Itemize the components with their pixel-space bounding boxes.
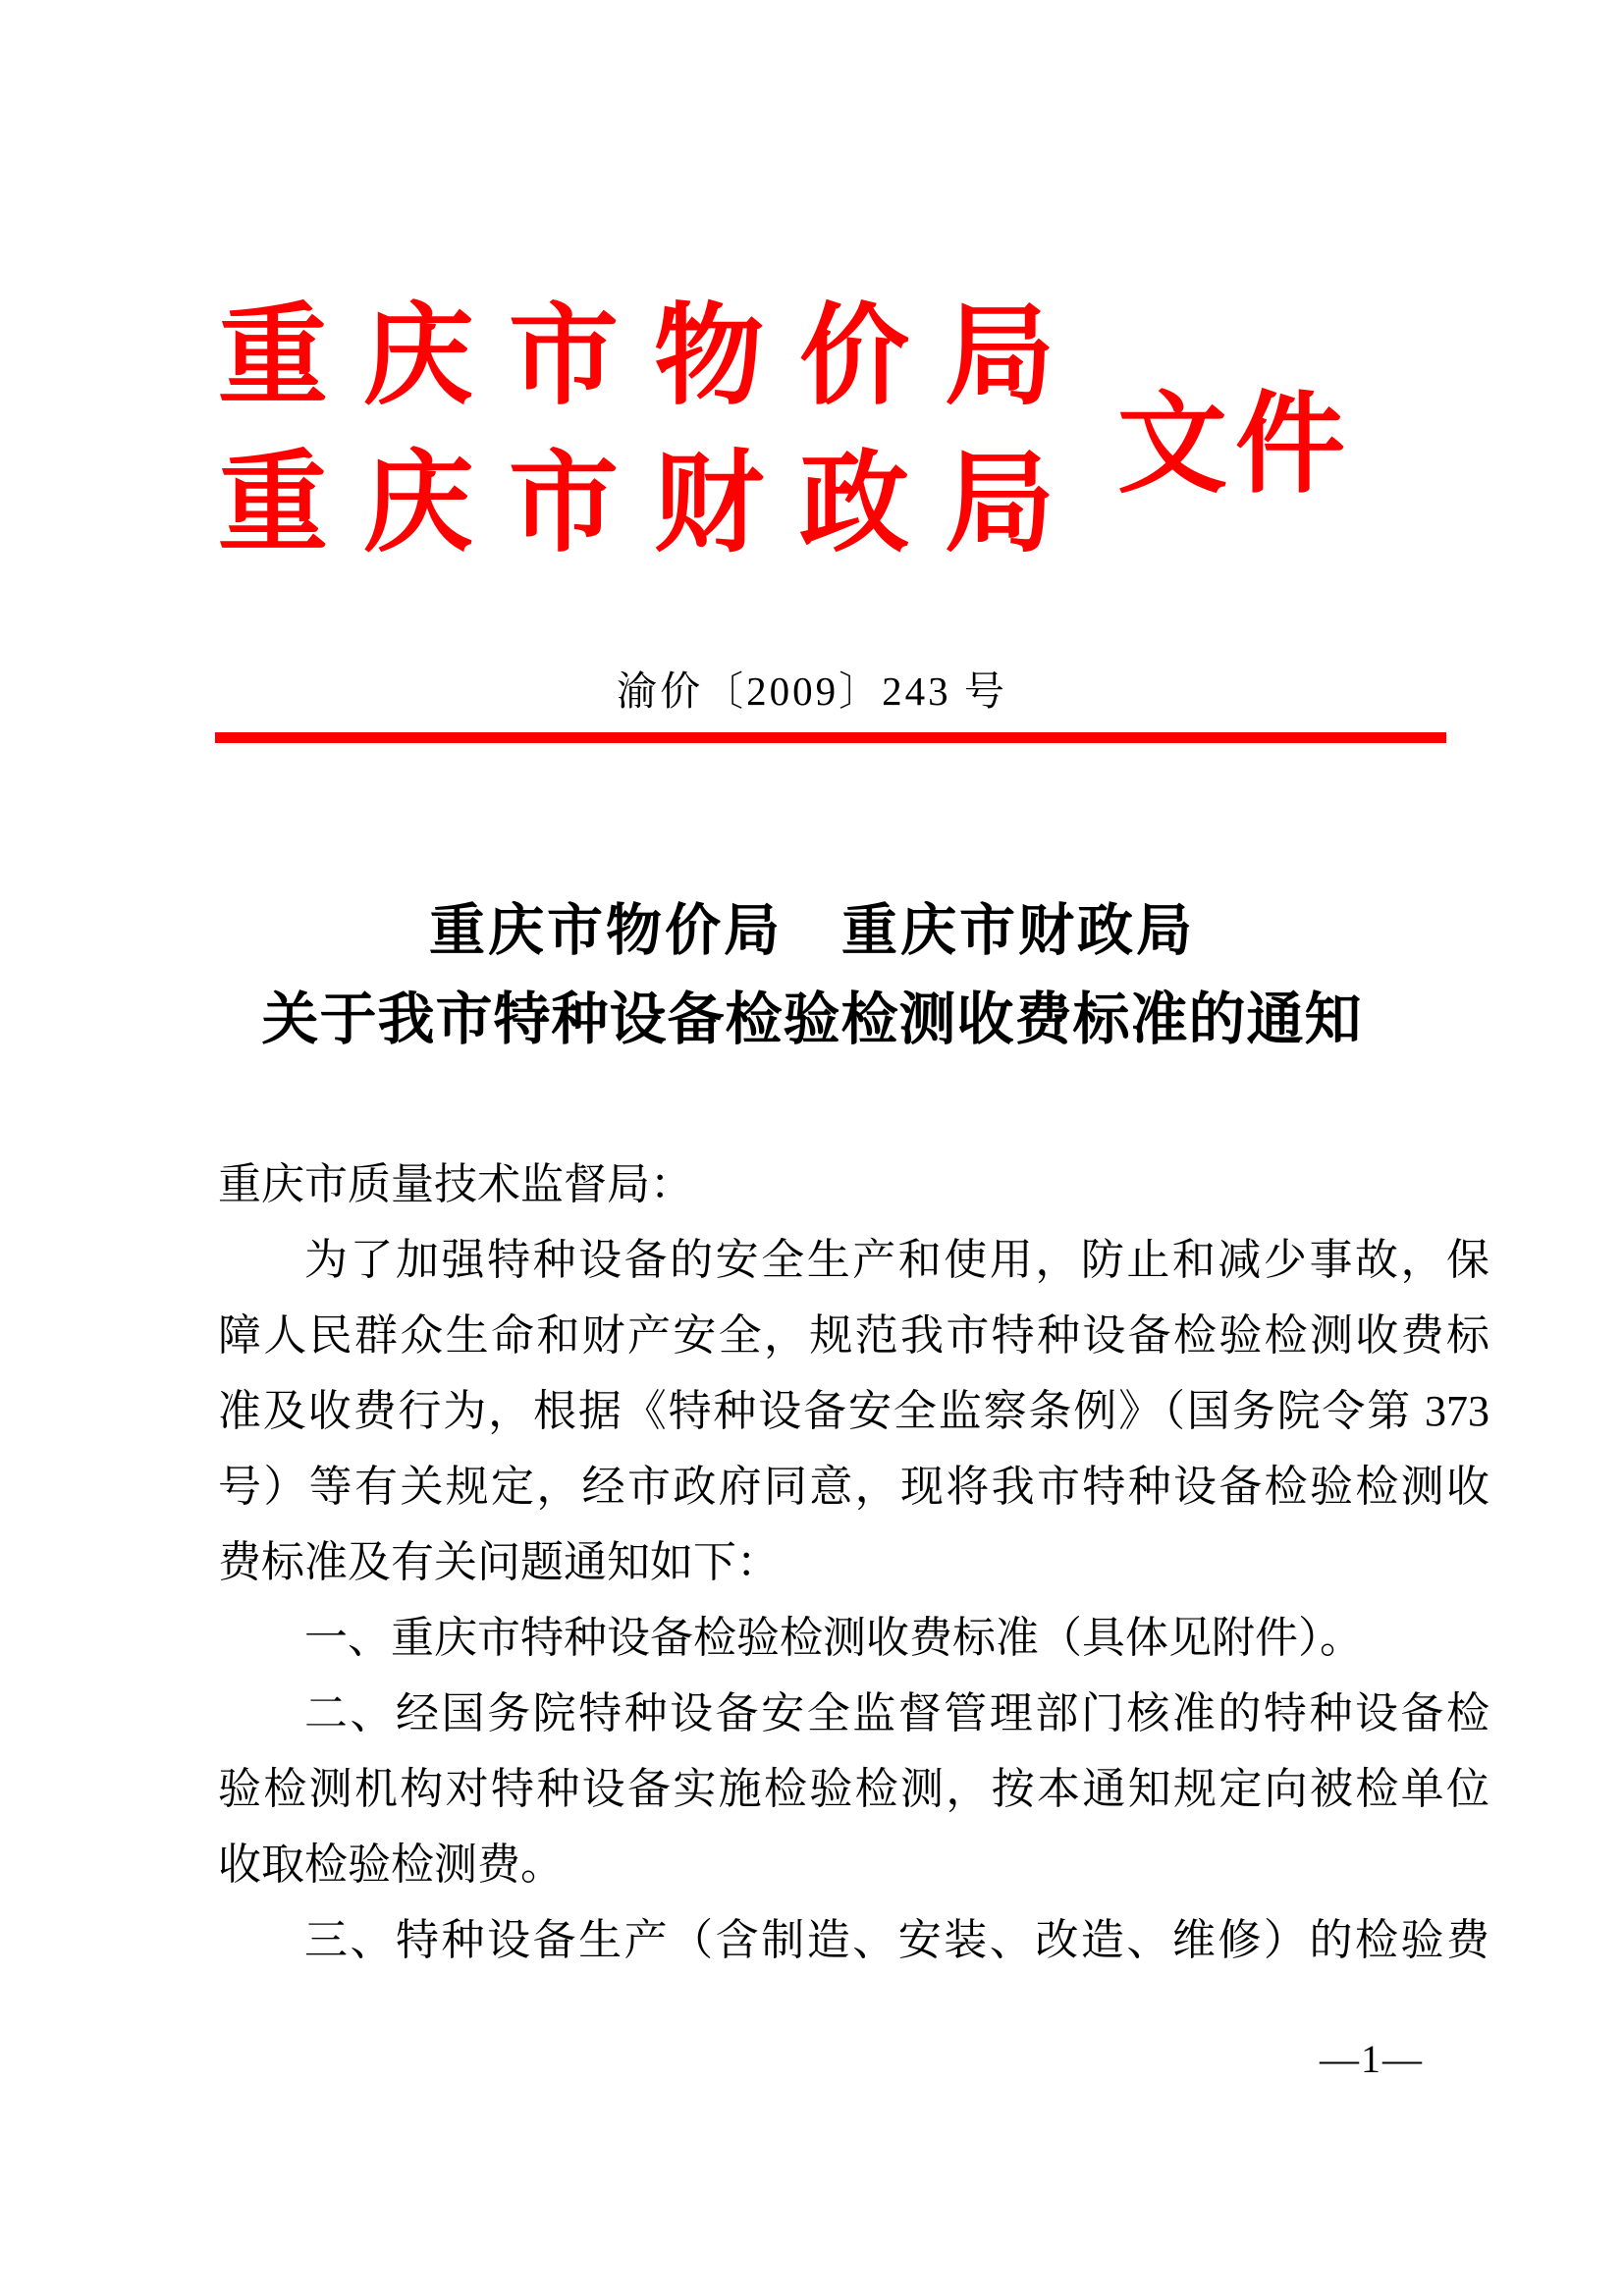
body-line: 验检测机构对特种设备实施检验检测，按本通知规定向被检单位	[218, 1765, 1489, 1813]
document-title	[0, 900, 1624, 1051]
body-line: 收取检验检测费。	[218, 1841, 564, 1889]
body-line: 准及收费行为，根据《特种设备安全监察条例》（国务院令第 373	[218, 1387, 1489, 1435]
body-line-item-3: 三、特种设备生产（含制造、安装、改造、维修）的检验费	[304, 1916, 1489, 1964]
red-divider-line	[215, 732, 1446, 743]
page-number: —1—	[1320, 2037, 1424, 2081]
header-doc-type-label: 文件	[1117, 385, 1353, 507]
body-line: 为了加强特种设备的安全生产和使用，防止和减少事故，保	[304, 1236, 1489, 1284]
document-body	[218, 1147, 1489, 1978]
title-line-1: 重庆市物价局 重庆市财政局	[429, 900, 1195, 962]
body-line: 障人民群众生命和财产安全，规范我市特种设备检验检测收费标	[218, 1311, 1489, 1360]
body-line-item-2: 二、经国务院特种设备安全监督管理部门核准的特种设备检	[304, 1689, 1489, 1737]
body-line: 号）等有关规定，经市政府同意，现将我市特种设备检验检测收	[218, 1463, 1489, 1511]
document-number: 渝价〔2009〕243 号	[617, 668, 1007, 714]
body-line: 费标准及有关问题通知如下：	[218, 1538, 780, 1586]
body-line-salutation: 重庆市质量技术监督局：	[218, 1160, 693, 1208]
body-line-item-1: 一、重庆市特种设备检验检测收费标准（具体见附件）。	[304, 1614, 1363, 1662]
title-line-2: 关于我市特种设备检验检测收费标准的通知	[261, 988, 1363, 1051]
header-agency-name-1: 重庆市物价局	[218, 296, 1090, 418]
header-agency-name-2: 重庆市财政局	[218, 444, 1090, 565]
